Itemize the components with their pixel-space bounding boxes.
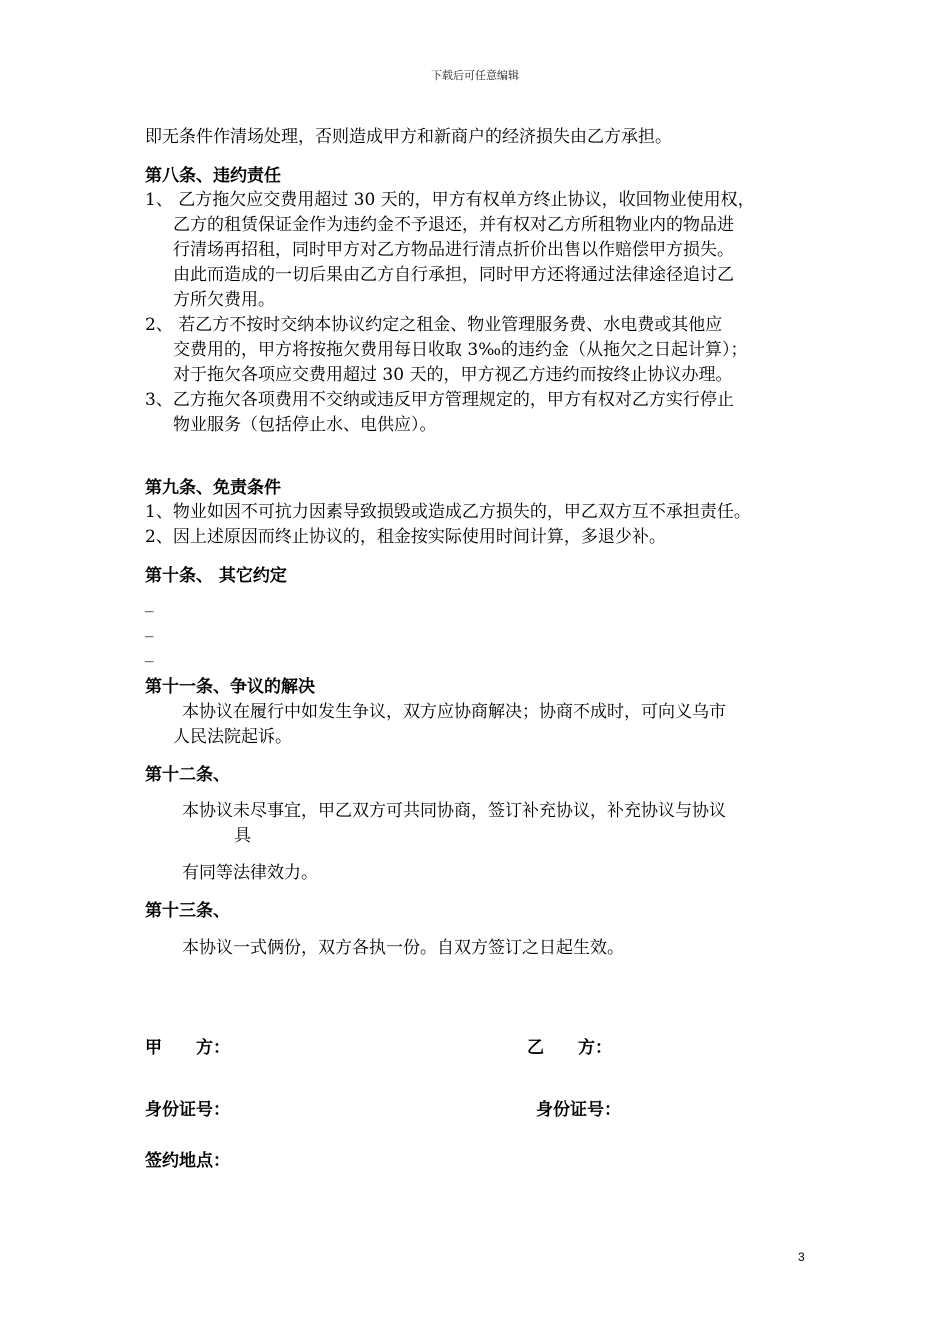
article-8-item-1: 1、 乙方拖欠应交费用超过 30 天的，甲方有权单方终止协议，收回物业使用权， — [145, 190, 755, 210]
article-11-text: 本协议在履行中如发生争议，双方应协商解决；协商不成时，可向义乌市 — [182, 702, 726, 722]
article-8-item-1-cont: 方所欠费用。 — [173, 290, 275, 310]
article-8-item-2: 2、 若乙方不按时交纳本协议约定之租金、物业管理服务费、水电费或其他应 — [145, 315, 723, 335]
page-header: 下载后可任意编辑 — [431, 69, 519, 82]
article-8-item-2-cont: 交费用的，甲方将按拖欠费用每日收取 3‰的违约金（从拖欠之日起计算）； — [173, 340, 748, 360]
article-8-item-3-cont: 物业服务（包括停止水、电供应）。 — [173, 415, 437, 435]
article-12-text: 本协议未尽事宜，甲乙双方可共同协商，签订补充协议，补充协议与协议 — [182, 801, 726, 821]
party-a-id-label: 身份证号： — [145, 1100, 230, 1120]
article-13-title: 第十三条、 — [145, 901, 230, 921]
body-line: 即无条件作清场处理，否则造成甲方和新商户的经济损失由乙方承担。 — [145, 127, 672, 147]
article-9-item-1: 1、物业如因不可抗力因素导致损毁或造成乙方损失的，甲乙双方互不承担责任。 — [145, 502, 751, 522]
article-9-title: 第九条、免责条件 — [145, 478, 281, 498]
article-12-text-cont: 有同等法律效力。 — [182, 863, 318, 883]
article-8-item-1-cont: 乙方的租赁保证金作为违约金不予退还，并有权对乙方所租物业内的物品进 — [173, 215, 734, 235]
signing-place-label: 签约地点： — [145, 1151, 230, 1171]
article-8-item-3: 3、乙方拖欠各项费用不交纳或违反甲方管理规定的，甲方有权对乙方实行停止 — [145, 390, 734, 410]
article-8-item-2-cont: 对于拖欠各项应交费用超过 30 天的，甲方视乙方违约而按终止协议办理。 — [173, 365, 733, 385]
page-number: 3 — [798, 1250, 805, 1264]
article-13-text: 本协议一式俩份，双方各执一份。自双方签订之日起生效。 — [182, 938, 624, 958]
blank-line: _ — [145, 593, 154, 613]
blank-line: _ — [145, 643, 154, 663]
party-b-label: 乙 方： — [527, 1038, 612, 1058]
article-12-text-cont: 具 — [234, 826, 251, 846]
article-8-item-1-cont: 由此而造成的一切后果由乙方自行承担，同时甲方还将通过法律途径追讨乙 — [173, 265, 734, 285]
party-a-label: 甲 方： — [145, 1038, 230, 1058]
article-10-title: 第十条、 其它约定 — [145, 566, 287, 586]
article-11-text-cont: 人民法院起诉。 — [173, 727, 292, 747]
article-12-title: 第十二条、 — [145, 765, 230, 785]
article-11-title: 第十一条、争议的解决 — [145, 677, 315, 697]
article-8-item-1-cont: 行清场再招租，同时甲方对乙方物品进行清点折价出售以作赔偿甲方损失。 — [173, 240, 734, 260]
article-8-title: 第八条、违约责任 — [145, 166, 281, 186]
article-9-item-2: 2、因上述原因而终止协议的，租金按实际使用时间计算，多退少补。 — [145, 527, 666, 547]
party-b-id-label: 身份证号： — [536, 1100, 621, 1120]
blank-line: _ — [145, 618, 154, 638]
